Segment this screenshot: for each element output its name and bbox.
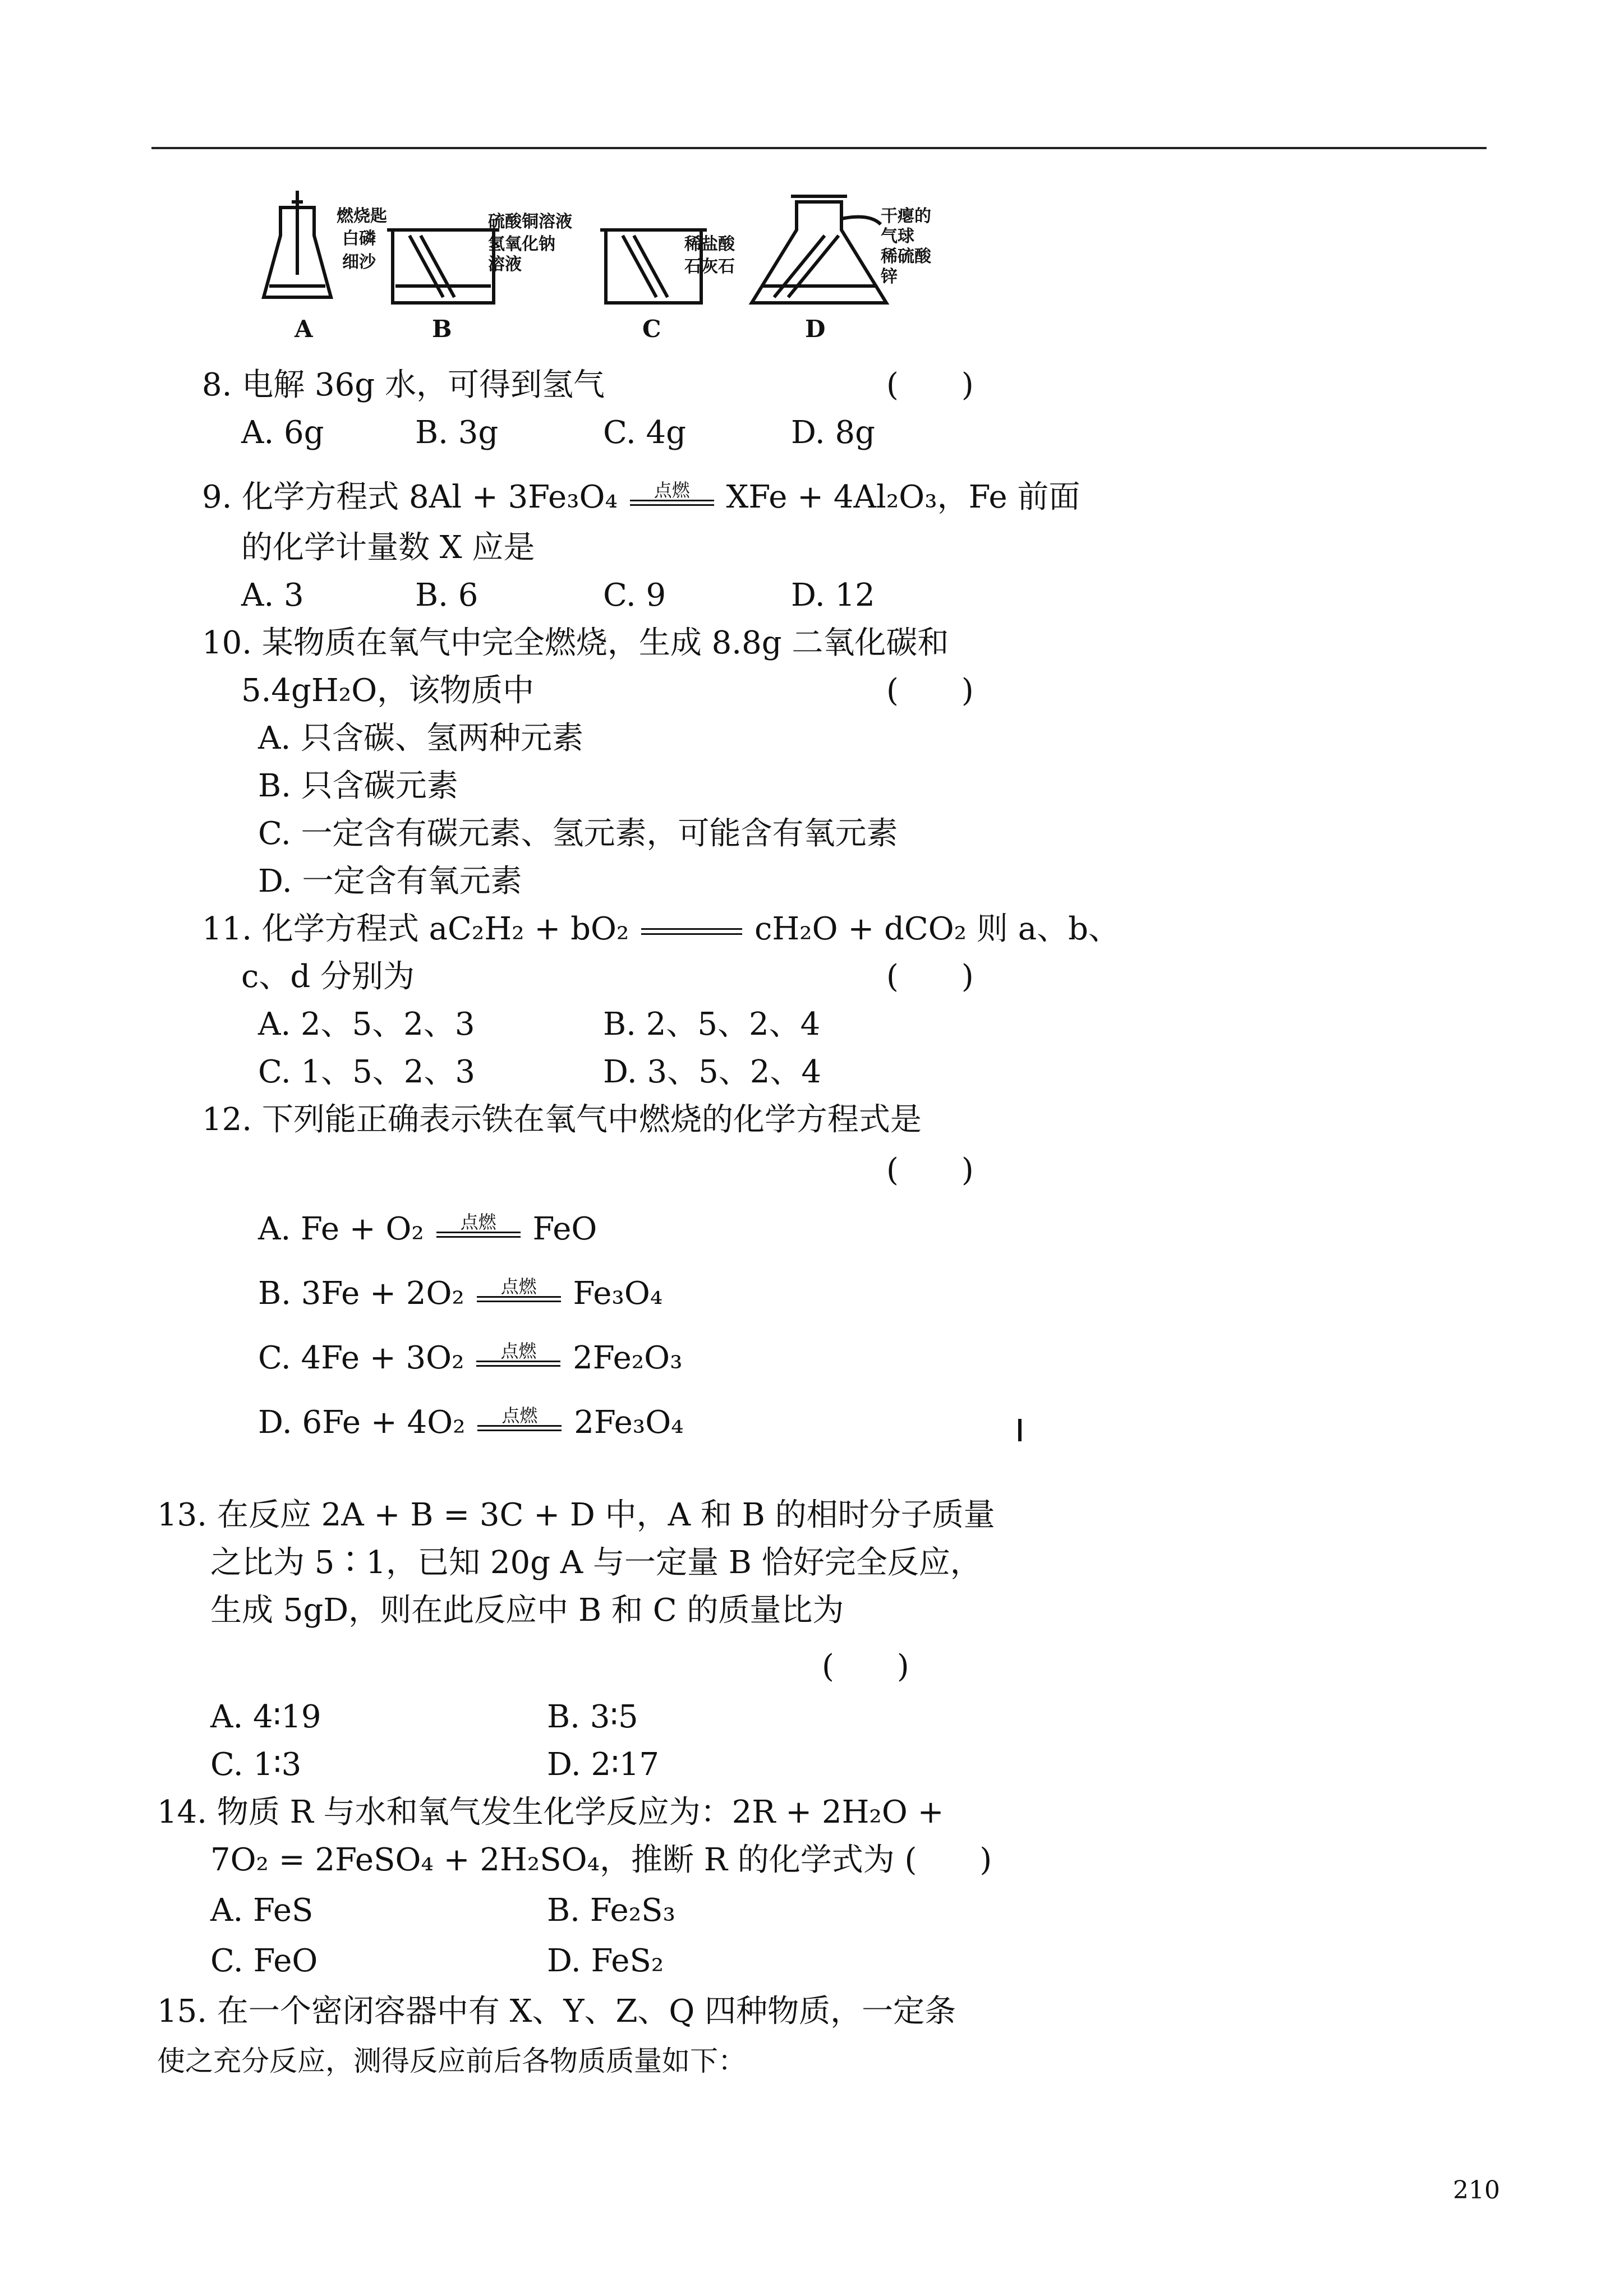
reaction-arrow: [630, 481, 714, 518]
q8-option-d: D. 8g: [791, 414, 875, 451]
fig-b-label-3: 溶液: [488, 255, 522, 274]
q10-option-d: D. 一定含有氧元素: [258, 863, 522, 900]
fig-a-label-2: 白磷: [342, 229, 376, 248]
q12-paren: ( ): [886, 1152, 974, 1188]
fig-d-label-1: 干瘪的: [881, 206, 931, 226]
q8-option-c: C. 4g: [603, 414, 686, 451]
reaction-condition: 点燃: [654, 480, 690, 501]
fig-c-label-2: 石灰石: [684, 257, 735, 276]
q12-option-d: D. 6Fe + 4O₂ 点燃 2Fe₃O₄: [258, 1404, 684, 1441]
q11-option-b: B. 2、5、2、4: [603, 1006, 821, 1043]
q9-stem-rhs: XFe + 4Al₂O₃，Fe 前面: [726, 479, 1080, 515]
q13-option-a: A. 4∶19: [210, 1699, 321, 1735]
q13-option-c: C. 1∶3: [210, 1746, 302, 1783]
q9-option-d: D. 12: [791, 577, 875, 614]
page-number: 210: [1453, 2176, 1500, 2205]
q11-option-d: D. 3、5、2、4: [603, 1054, 822, 1090]
q13-option-d: D. 2∶17: [547, 1746, 659, 1783]
q14-stem-line2: 7O₂ = 2FeSO₄ + 2H₂SO₄，推断 R 的化学式为 ( ): [210, 1842, 992, 1878]
q13-paren: ( ): [822, 1648, 909, 1685]
q10-option-c: C. 一定含有碳元素、氢元素，可能含有氧元素: [258, 815, 898, 852]
q14-option-d: D. FeS₂: [547, 1943, 664, 1979]
q13-stem-line3: 生成 5gD，则在此反应中 B 和 C 的质量比为: [210, 1592, 844, 1629]
q13-stem-line2: 之比为 5∶1，已知 20g A 与一定量 B 恰好完全反应，: [210, 1545, 982, 1581]
q14-option-a: A. FeS: [210, 1892, 314, 1929]
q15-stem-line2: 使之充分反应，测得反应前后各物质质量如下：: [157, 2045, 746, 2077]
q8-option-b: B. 3g: [415, 414, 499, 451]
fig-d-label-3: 稀硫酸: [881, 247, 931, 266]
fig-caption-b: B: [432, 315, 452, 343]
q12-option-c: C. 4Fe + 3O₂ 点燃 2Fe₂O₃: [258, 1340, 683, 1376]
q11-stem-rhs: cH₂O + dCO₂ 则 a、b、: [754, 911, 1120, 947]
q14-stem-line1: 14. 物质 R 与水和氧气发生化学反应为：2R + 2H₂O +: [157, 1794, 944, 1831]
q13-option-b: B. 3∶5: [547, 1699, 638, 1735]
fig-d-label-4: 锌: [881, 267, 898, 287]
q13-stem-line1: 13. 在反应 2A + B = 3C + D 中，A 和 B 的相时分子质量: [157, 1497, 995, 1533]
q11-stem-line2: c、d 分别为: [241, 958, 415, 995]
fig-c-label-1: 稀盐酸: [684, 234, 735, 254]
q9-option-c: C. 9: [603, 577, 666, 614]
q11-stem-line1: [202, 911, 1120, 947]
q15-stem-line1: 15. 在一个密闭容器中有 X、Y、Z、Q 四种物质，一定条: [157, 1993, 956, 2030]
q8-stem: 8. 电解 36g 水，可得到氢气: [202, 367, 605, 403]
q12-option-b: B. 3Fe + 2O₂ 点燃 Fe₃O₄: [258, 1275, 663, 1312]
q11-option-a: A. 2、5、2、3: [258, 1006, 475, 1043]
q8-paren: ( ): [886, 367, 974, 403]
q10-stem-line2: 5.4gH₂O，该物质中: [241, 672, 535, 709]
q12-option-a: A. Fe + O₂ 点燃 FeO: [258, 1211, 597, 1247]
q10-option-a: A. 只含碳、氢两种元素: [258, 720, 584, 757]
q11-option-c: C. 1、5、2、3: [258, 1054, 475, 1090]
q14-option-c: C. FeO: [210, 1943, 318, 1979]
fig-a-label-3: 细沙: [342, 252, 376, 272]
q10-stem-line1: 10. 某物质在氧气中完全燃烧，生成 8.8g 二氧化碳和: [202, 625, 949, 661]
fig-a-label-1: 燃烧匙: [337, 206, 387, 226]
q9-stem-line2: 的化学计量数 X 应是: [241, 529, 535, 566]
q14-option-b: B. Fe₂S₃: [547, 1892, 675, 1929]
header-rule: [151, 147, 1487, 149]
fig-b-label-1: 硫酸铜溶液: [488, 212, 572, 232]
fig-caption-d: D: [805, 315, 826, 343]
q9-option-a: A. 3: [241, 577, 304, 614]
q10-paren: ( ): [886, 672, 974, 709]
q10-option-b: B. 只含碳元素: [258, 768, 458, 804]
q12-stem: 12. 下列能正确表示铁在氧气中燃烧的化学方程式是: [202, 1101, 922, 1138]
q9-option-b: B. 6: [415, 577, 479, 614]
q11-stem-lhs: 11. 化学方程式 aC₂H₂ + bO₂: [202, 911, 629, 947]
fig-caption-a: A: [295, 315, 313, 343]
stray-mark: [1018, 1419, 1022, 1441]
q11-paren: ( ): [886, 958, 974, 995]
fig-caption-c: C: [642, 315, 661, 343]
q8-option-a: A. 6g: [241, 414, 324, 451]
q9-stem-lhs: 9. 化学方程式 8Al + 3Fe₃O₄: [202, 479, 618, 515]
equals-double-bar: [641, 928, 742, 935]
fig-d-label-2: 气球: [881, 227, 914, 246]
fig-b-label-2: 氢氧化钠: [488, 234, 555, 254]
q9-stem-line1: [202, 480, 1080, 518]
apparatus-figures: [258, 191, 1004, 348]
